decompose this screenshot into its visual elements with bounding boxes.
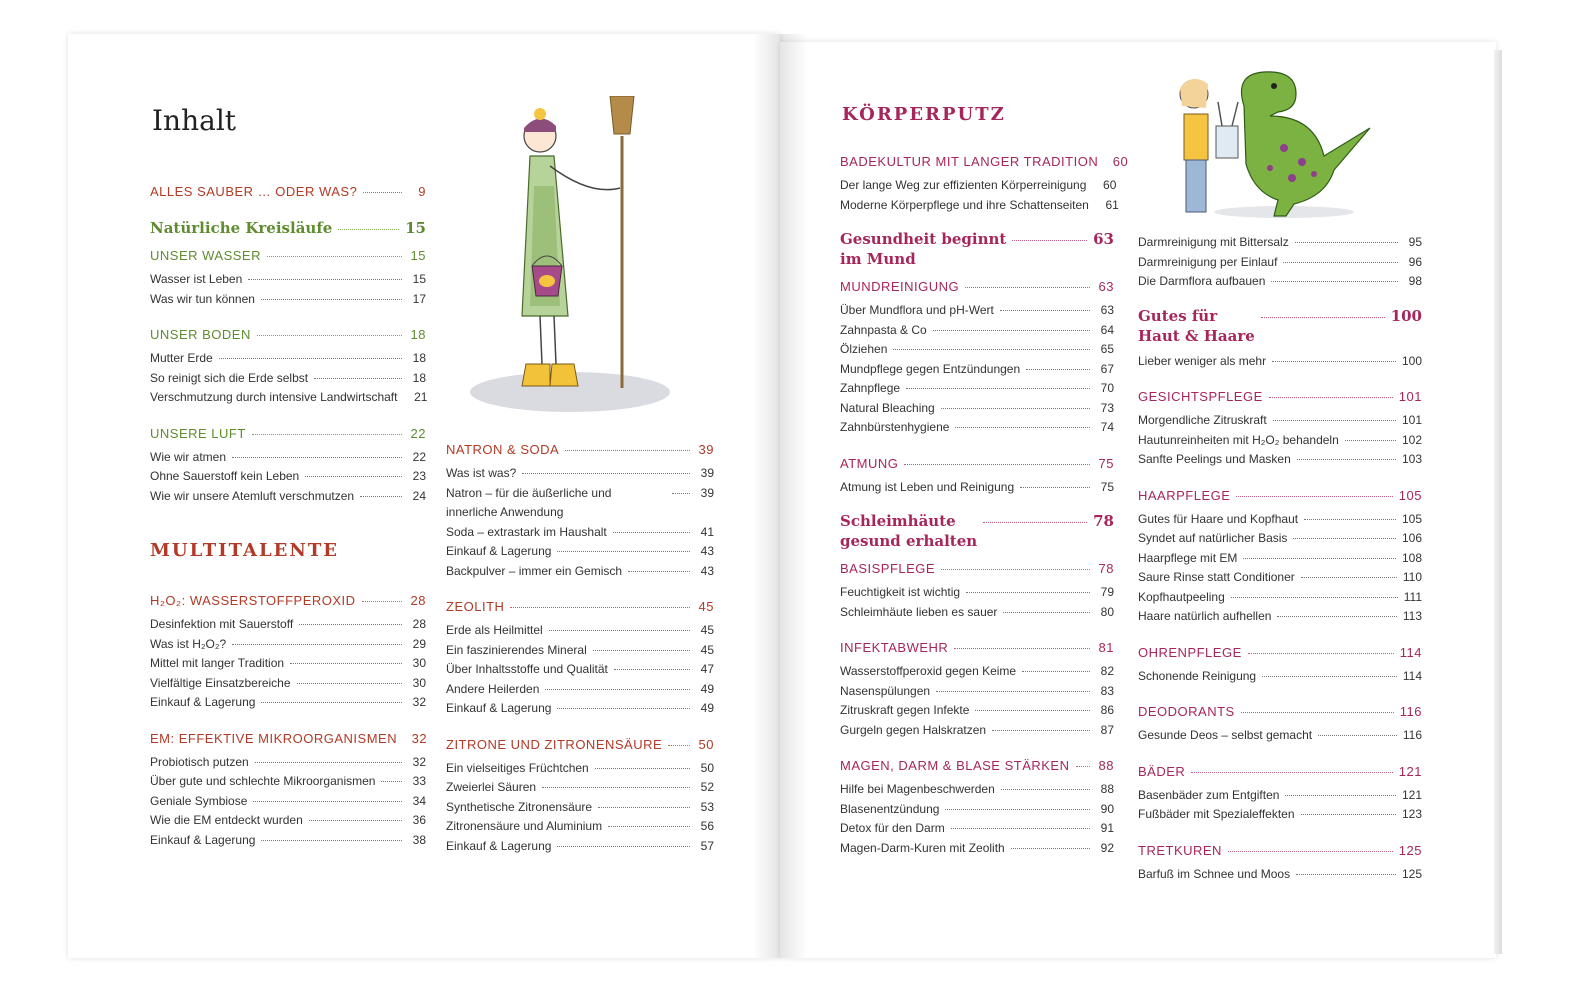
toc-column-3 [840,150,1129,872]
toc-entry[interactable]: Zahnpflege 70 [840,381,1114,395]
toc-entry[interactable]: Geniale Symbiose 34 [150,793,426,808]
toc-column-2 [446,438,714,870]
toc-entry[interactable]: Was ist H₂O₂? 29 [150,636,426,651]
toc-heading-tretkuren[interactable]: TRETKUREN 125 [1138,842,1422,858]
toc-entry[interactable]: Soda – extrastark im Haushalt 41 [446,524,714,539]
toc-heading-em[interactable]: EM: EFFEKTIVE MIKROORGANISMEN 32 [150,730,428,746]
toc-entry[interactable]: Vielfältige Einsatzbereiche 30 [150,675,426,690]
toc-entry[interactable]: Moderne Körperpflege und ihre Schattenseiten 61 [840,197,1119,212]
toc-heading-gesichtspflege[interactable]: GESICHTSPFLEGE 101 [1138,389,1422,404]
toc-heading-atmung[interactable]: ATMUNG 75 [840,455,1114,471]
toc-heading-magen[interactable]: MAGEN, DARM & BLASE STÄRKEN 88 [840,758,1114,773]
toc-heading-intro[interactable]: ALLES SAUBER … ODER WAS? 9 [150,184,426,199]
toc-entry[interactable]: Backpulver – immer ein Gemisch 43 [446,563,714,578]
toc-entry[interactable]: Morgendliche Zitruskraft 101 [1138,413,1422,427]
toc-heading-zitrone[interactable]: ZITRONE UND ZITRONENSÄURE 50 [446,736,714,752]
toc-entry[interactable]: Mundpflege gegen Entzündungen 67 [840,361,1114,376]
toc-entry[interactable]: Schleimhäute lieben es sauer 80 [840,604,1114,619]
toc-entry[interactable]: Wie wir unsere Atemluft verschmutzen 24 [150,488,426,503]
toc-entry[interactable]: Sanfte Peelings und Masken 103 [1138,452,1422,466]
toc-entry[interactable]: Desinfektion mit Sauerstoff 28 [150,617,426,631]
toc-entry[interactable]: Wasserstoffperoxid gegen Keime 82 [840,664,1114,678]
toc-entry[interactable]: Gurgeln gegen Halskratzen 87 [840,722,1114,737]
toc-entry[interactable]: Ölziehen 65 [840,342,1114,356]
toc-entry[interactable]: Wie wir atmen 22 [150,449,426,464]
toc-entry[interactable]: Haarpflege mit EM 108 [1138,550,1422,565]
toc-entry[interactable]: Natron – für die äußerliche und innerliche Anwendung 39 [446,485,714,519]
toc-entry[interactable]: Saure Rinse statt Conditioner 110 [1138,570,1422,584]
toc-entry[interactable]: Zweierlei Säuren 52 [446,780,714,794]
toc-entry[interactable]: Probiotisch putzen 32 [150,754,426,769]
part-title-koerperputz: KÖRPERPUTZ [842,104,1006,125]
toc-heading-baeder[interactable]: BÄDER 121 [1138,763,1422,779]
toc-heading-natron[interactable]: NATRON & SODA 39 [446,442,714,457]
toc-entry[interactable]: Synthetische Zitronensäure 53 [446,799,714,814]
toc-entry[interactable]: Detox für den Darm 91 [840,821,1114,835]
toc-heading-luft[interactable]: UNSERE LUFT 22 [150,425,426,441]
toc-chapter-haut-haare[interactable]: Gutes für Haut & Haare 100 [1138,306,1422,345]
toc-entry[interactable]: Zahnpasta & Co 64 [840,322,1114,337]
toc-entry[interactable]: Erde als Heilmittel 45 [446,623,714,637]
toc-heading-h2o2[interactable]: H₂O₂: WASSERSTOFFPEROXID 28 [150,593,426,608]
toc-entry[interactable]: Einkauf & Lagerung 57 [446,838,714,853]
toc-entry[interactable]: Zitronensäure und Aluminium 56 [446,819,714,833]
toc-entry[interactable]: Ohne Sauerstoff kein Leben 23 [150,469,426,483]
toc-entry[interactable]: Natural Bleaching 73 [840,400,1114,415]
toc-entry[interactable]: Über Mundflora und pH-Wert 63 [840,303,1114,317]
toc-heading-deodorants[interactable]: DEODORANTS 116 [1138,704,1422,719]
woman-with-broom-illustration [470,96,670,416]
toc-entry[interactable]: Andere Heilerden 49 [446,681,714,696]
toc-chapter-gesundheit[interactable]: Gesundheit beginnt im Mund 63 [840,230,1114,268]
toc-heading-haarpflege[interactable]: HAARPFLEGE 105 [1138,487,1422,503]
toc-heading-boden[interactable]: UNSER BODEN 18 [150,327,426,342]
toc-entry[interactable]: Gutes für Haare und Kopfhaut 105 [1138,511,1422,526]
toc-heading-badekultur[interactable]: BADEKULTUR MIT LANGER TRADITION 60 [840,154,1129,169]
toc-entry[interactable]: Fußbäder mit Spezialeffekten 123 [1138,807,1422,821]
toc-heading-ohrenpflege[interactable]: OHRENPFLEGE 114 [1138,644,1422,660]
toc-entry[interactable]: Zitruskraft gegen Infekte 86 [840,703,1114,717]
toc-entry[interactable]: So reinigt sich die Erde selbst 18 [150,370,426,385]
toc-entry[interactable]: Darmreinigung mit Bittersalz 95 [1138,235,1422,249]
toc-entry[interactable]: Feuchtigkeit ist wichtig 79 [840,585,1114,599]
toc-entry[interactable]: Atmung ist Leben und Reinigung 75 [840,479,1114,494]
toc-heading-basispflege[interactable]: BASISPFLEGE 78 [840,561,1114,576]
toc-column-1 [150,180,426,864]
toc-entry[interactable]: Verschmutzung durch intensive Landwirtschaft 21 [150,390,428,404]
toc-entry[interactable]: Schonende Reinigung 114 [1138,668,1422,683]
toc-entry[interactable]: Darmreinigung per Einlauf 96 [1138,254,1422,269]
toc-entry[interactable]: Ein vielseitiges Früchtchen 50 [446,760,714,775]
toc-entry[interactable]: Magen-Darm-Kuren mit Zeolith 92 [840,840,1114,855]
dinosaur-illustration [1174,66,1374,220]
toc-entry[interactable]: Basenbäder zum Entgiften 121 [1138,787,1422,802]
toc-entry[interactable]: Der lange Weg zur effizienten Körperreinigung 60 [840,178,1117,192]
toc-heading-mundreinigung[interactable]: MUNDREINIGUNG 63 [840,279,1114,294]
page-stack-edge [1494,50,1502,954]
toc-entry[interactable]: Einkauf & Lagerung 43 [446,544,714,558]
toc-entry[interactable]: Mittel mit langer Tradition 30 [150,656,426,670]
toc-heading-zeolith[interactable]: ZEOLITH 45 [446,599,714,614]
part-title-multitalente: MULTITALENTE [150,540,339,561]
toc-entry[interactable]: Barfuß im Schnee und Moos 125 [1138,866,1422,881]
toc-entry[interactable]: Wasser ist Leben 15 [150,272,426,286]
toc-entry[interactable]: Einkauf & Lagerung 38 [150,832,426,847]
toc-entry[interactable]: Über Inhaltsstoffe und Qualität 47 [446,662,714,676]
toc-entry[interactable]: Gesunde Deos – selbst gemacht 116 [1138,728,1422,742]
toc-entry[interactable]: Kopfhautpeeling 111 [1138,589,1422,604]
toc-entry[interactable]: Was wir tun können 17 [150,291,426,306]
toc-entry[interactable]: Zahnbürstenhygiene 74 [840,420,1114,434]
toc-chapter-schleimhaeute[interactable]: Schleimhäute gesund erhalten 78 [840,512,1114,550]
toc-entry[interactable]: Was ist was? 39 [446,466,714,480]
toc-entry[interactable]: Lieber weniger als mehr 100 [1138,353,1422,368]
toc-heading-wasser[interactable]: UNSER WASSER 15 [150,248,426,263]
toc-entry[interactable]: Über gute und schlechte Mikroorganismen 33 [150,774,426,788]
toc-column-4 [1138,233,1422,898]
toc-entry[interactable]: Einkauf & Lagerung 49 [446,701,714,715]
toc-entry[interactable]: Nasenspülungen 83 [840,683,1114,698]
toc-chapter-kreislaeufe[interactable]: Natürliche Kreisläufe 15 [150,219,426,237]
toc-entry[interactable]: Wie die EM entdeckt wurden 36 [150,813,426,827]
toc-entry[interactable]: Hilfe bei Magenbeschwerden 88 [840,782,1114,796]
toc-entry[interactable]: Mutter Erde 18 [150,351,426,365]
toc-entry[interactable]: Syndet auf natürlicher Basis 106 [1138,531,1422,545]
toc-entry[interactable]: Blasenentzündung 90 [840,801,1114,816]
toc-entry[interactable]: Ein faszinierendes Mineral 45 [446,642,714,657]
page-title: Inhalt [152,104,237,137]
toc-entry[interactable]: Die Darmflora aufbauen 98 [1138,274,1422,288]
toc-entry[interactable]: Einkauf & Lagerung 32 [150,695,426,709]
toc-entry[interactable]: Hautunreinheiten mit H₂O₂ behandeln 102 [1138,432,1422,447]
toc-heading-infektabwehr[interactable]: INFEKTABWEHR 81 [840,640,1114,655]
toc-entry[interactable]: Haare natürlich aufhellen 113 [1138,609,1422,623]
